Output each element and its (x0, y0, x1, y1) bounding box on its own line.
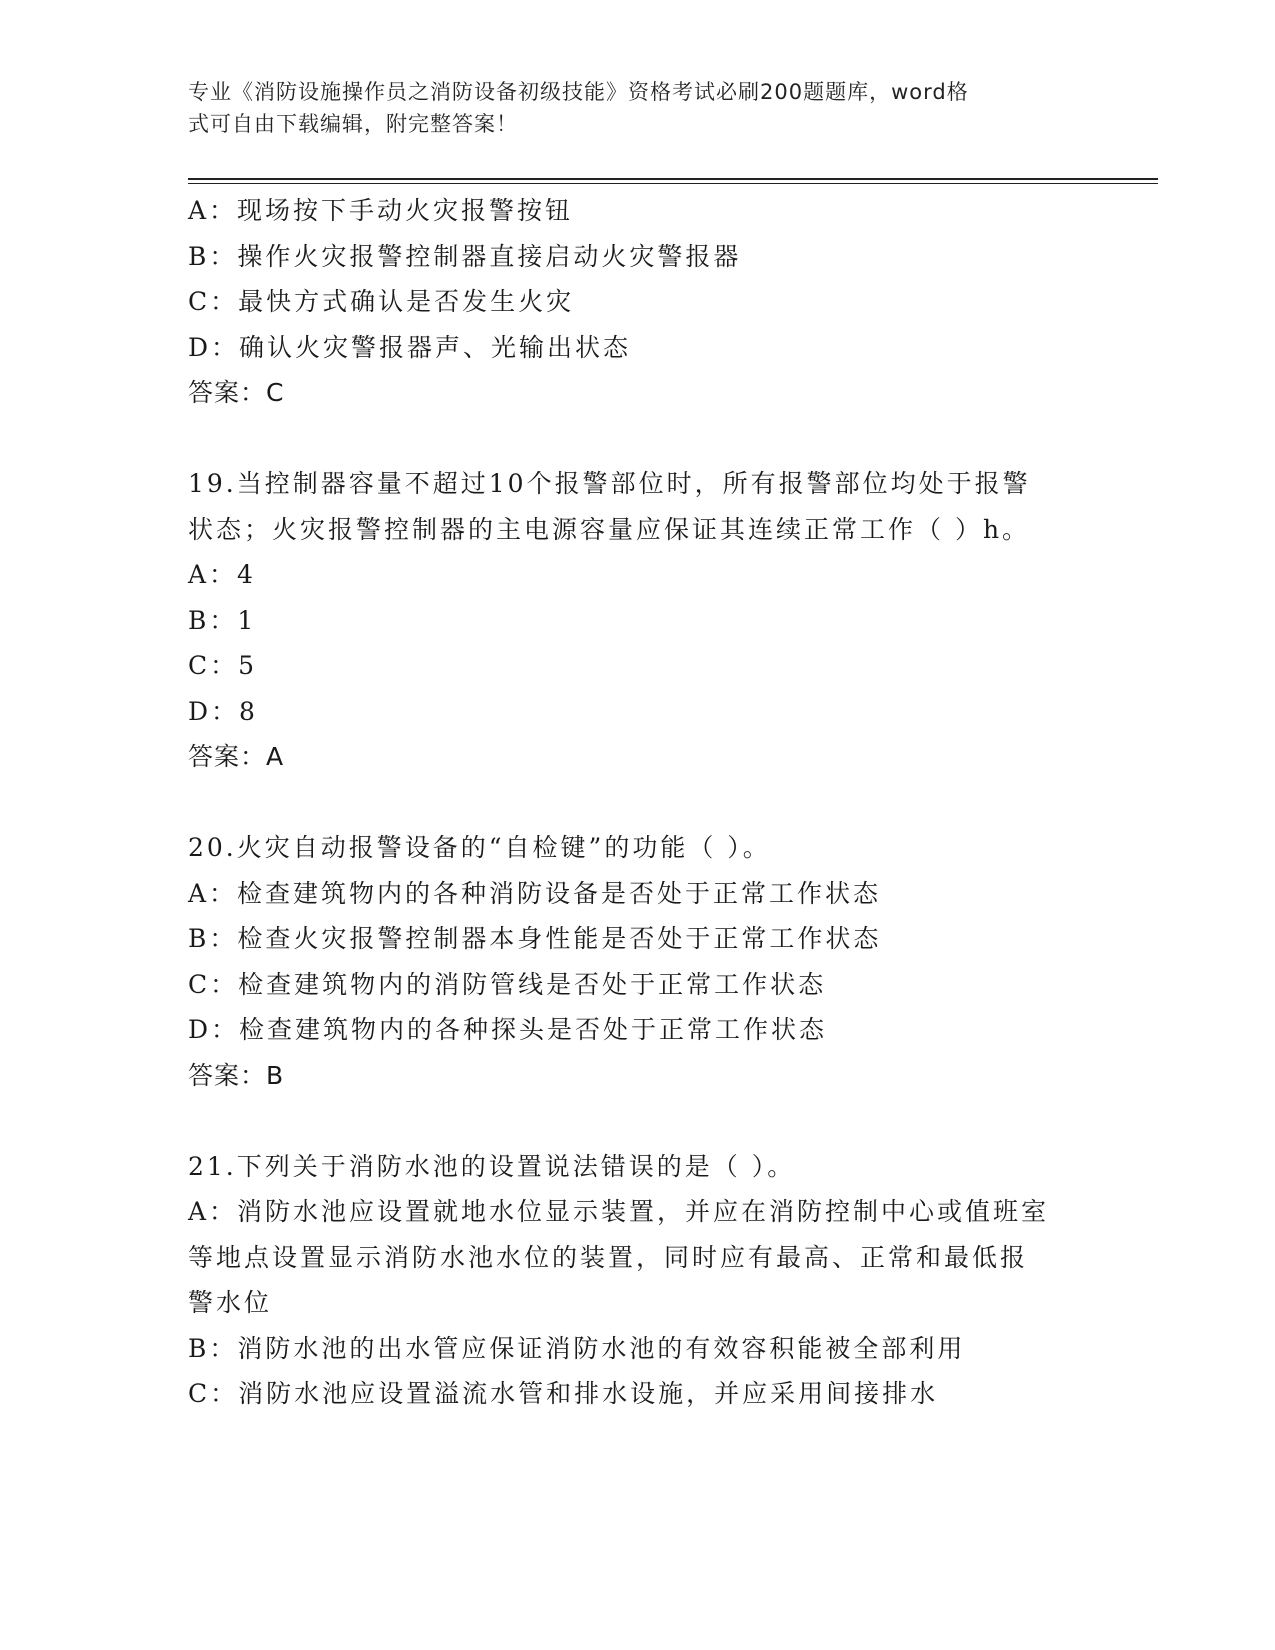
spacer (188, 780, 1088, 826)
q20-option-d: D：检查建筑物内的各种探头是否处于正常工作状态 (188, 1015, 828, 1044)
q21-option-a-line-3: 警水位 (188, 1288, 273, 1317)
question-18-block (188, 188, 1088, 416)
q20-option-c: C：检查建筑物内的消防管线是否处于正常工作状态 (188, 969, 827, 999)
q21-stem: 21.下列关于消防水池的设置说法错误的是（ ）。 (188, 1151, 796, 1181)
q19-answer: 答案：A (188, 742, 285, 771)
q21-option-a-line-2: 等地点设置显示消防水池水位的装置，同时应有最高、正常和最低报 (188, 1242, 1029, 1272)
q20-answer: 答案：B (188, 1060, 285, 1090)
q18-option-b: B：操作火灾报警控制器直接启动火灾警报器 (188, 241, 742, 271)
header-line-1: 专业《消防设施操作员之消防设备初级技能》资格考试必刷200题题库，word格 (188, 80, 969, 104)
q19-option-a: A：4 (188, 560, 256, 589)
q18-answer: 答案：C (188, 378, 285, 407)
q19-stem-line-2: 状态；火灾报警控制器的主电源容量应保证其连续正常工作（ ）h。 (188, 514, 1031, 544)
q19-option-d: D：8 (188, 696, 258, 726)
header-divider-thick (188, 178, 1158, 180)
q21-option-a-line-1: A：消防水池应设置就地水位显示装置，并应在消防控制中心或值班室 (188, 1197, 1050, 1226)
q20-stem: 20.火灾自动报警设备的“自检键”的功能（ ）。 (188, 833, 771, 862)
q20-option-b: B：检查火灾报警控制器本身性能是否处于正常工作状态 (188, 924, 882, 953)
q18-option-c: C：最快方式确认是否发生火灾 (188, 287, 575, 316)
q21-option-c: C：消防水池应设置溢流水管和排水设施，并应采用间接排水 (188, 1379, 939, 1408)
question-19-block (188, 461, 1088, 780)
header-line-2: 式可自由下载编辑，附完整答案！ (188, 112, 518, 136)
q19-option-c: C：5 (188, 651, 258, 680)
spacer (188, 416, 1088, 462)
q18-option-d: D：确认火灾警报器声、光输出状态 (188, 332, 632, 362)
q19-option-b: B：1 (188, 605, 257, 635)
question-20-block (188, 825, 1088, 1098)
question-list (188, 188, 1088, 1417)
q20-option-a: A：检查建筑物内的各种消防设备是否处于正常工作状态 (188, 878, 882, 908)
document-header (188, 76, 1068, 140)
q18-option-a: A：现场按下手动火灾报警按钮 (188, 196, 574, 225)
q19-stem-line-1: 19.当控制器容量不超过10个报警部位时，所有报警部位均处于报警 (188, 469, 1031, 498)
q21-option-b: B：消防水池的出水管应保证消防水池的有效容积能被全部利用 (188, 1333, 966, 1363)
spacer (188, 1098, 1088, 1144)
question-21-block (188, 1144, 1088, 1417)
header-divider-thin (188, 183, 1158, 184)
